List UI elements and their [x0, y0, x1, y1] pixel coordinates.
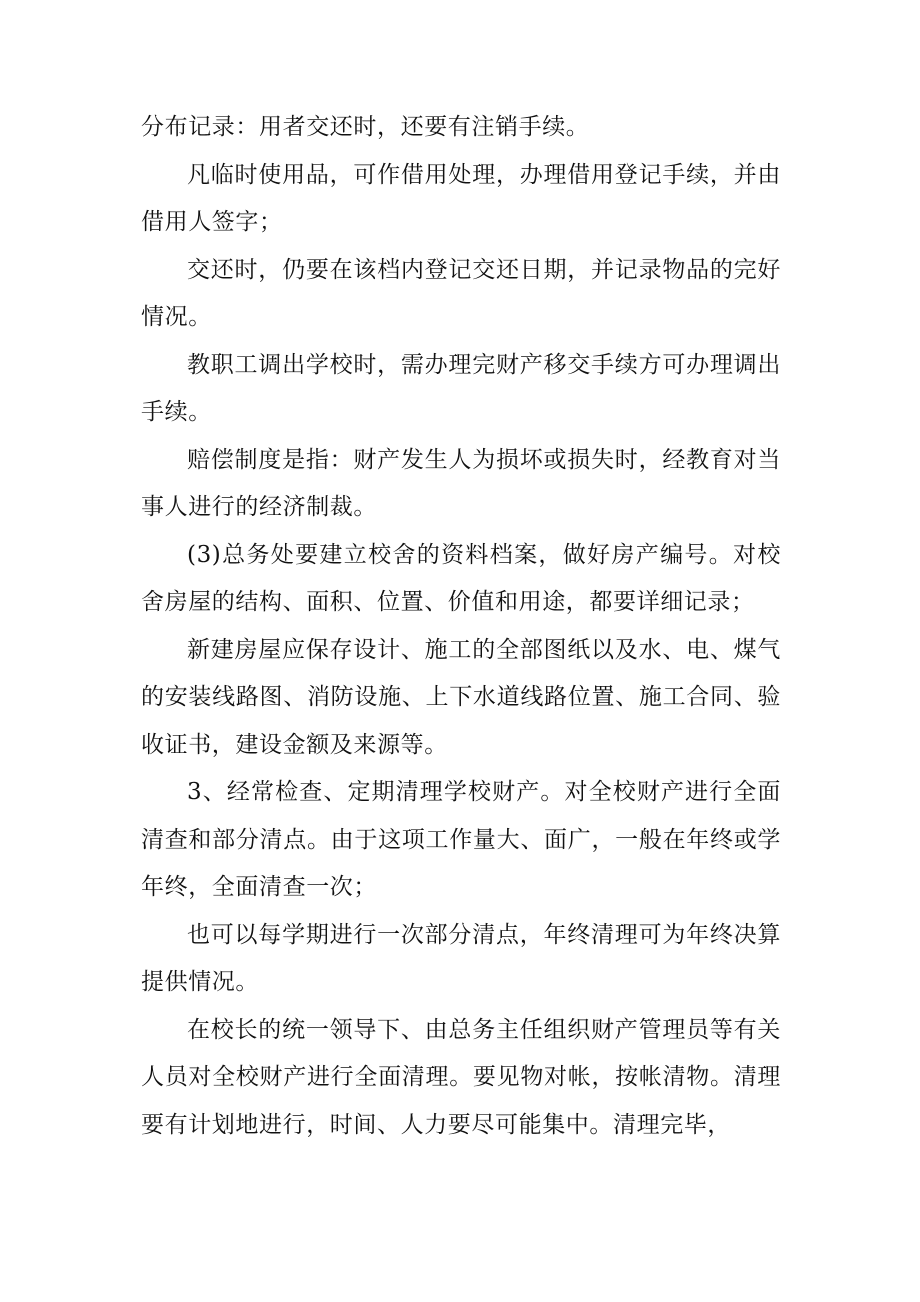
- paragraph: 交还时，仍要在该档内登记交还日期，并记录物品的完好情况。: [141, 256, 781, 330]
- paragraph: 新建房屋应保存设计、施工的全部图纸以及水、电、煤气的安装线路图、消防设施、上下水道线路位置、施工合同、验收证书，建设金额及来源等。: [141, 636, 781, 758]
- paragraph: 赔偿制度是指：财产发生人为损坏或损失时，经教育对当事人进行的经济制裁。: [141, 446, 781, 520]
- paragraph: 3、经常检查、定期清理学校财产。对全校财产进行全面清查和部分清点。由于这项工作量大、面广，一般在年终或学年终，全面清查一次；: [141, 779, 781, 900]
- paragraph: 也可以每学期进行一次部分清点，年终清理可为年终决算提供情况。: [141, 921, 781, 995]
- paragraph: 在校长的统一领导下、由总务主任组织财产管理员等有关人员对全校财产进行全面清理。要见物对帐，按帐清物。清理要有计划地进行，时间、人力要尽可能集中。清理完毕，: [141, 1016, 781, 1138]
- paragraph: 教职工调出学校时，需办理完财产移交手续方可办理调出手续。: [141, 351, 781, 425]
- document-body: [141, 104, 781, 1149]
- paragraph: 分布记录：用者交还时，还要有注销手续。: [141, 114, 590, 140]
- paragraph: (3)总务处要建立校舍的资料档案，做好房产编号。对校舍房屋的结构、面积、位置、价值和用途，都要详细记录；: [141, 541, 781, 615]
- paragraph: 凡临时使用品，可作借用处理，办理借用登记手续，并由借用人签字；: [141, 161, 781, 235]
